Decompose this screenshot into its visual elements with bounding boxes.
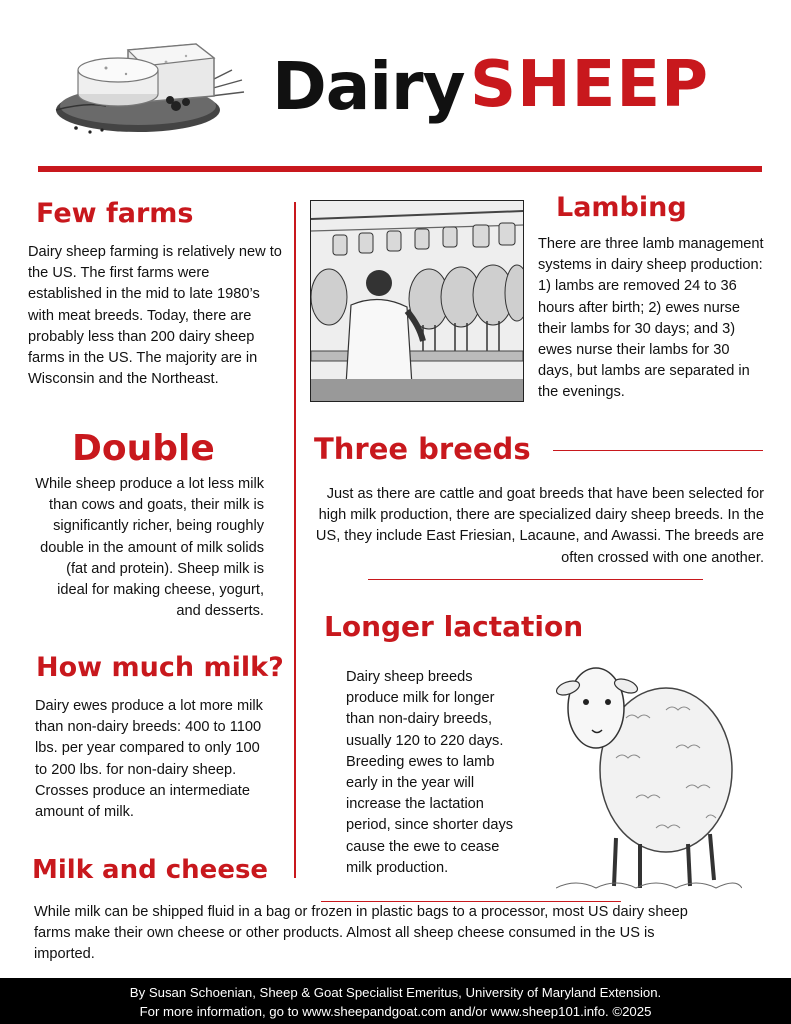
footer xyxy=(0,978,791,1024)
lambing-heading: Lambing xyxy=(556,192,687,223)
column-divider xyxy=(294,202,296,878)
three-breeds-heading: Three breeds xyxy=(314,432,531,466)
how-much-milk-heading: How much milk? xyxy=(36,652,284,683)
lambing-text: There are three lamb management systems in dairy sheep production: 1) lambs are removed 24 to 36 hours after birth; 2) ewes nurse their lambs for 30 days; and 3) ewes nurse their lambs for 30 days, but lambs are separated in the evenings. xyxy=(538,236,764,401)
longer-lactation-heading: Longer lactation xyxy=(324,610,584,643)
lactation-bottom-rule xyxy=(321,901,621,902)
cheese-illustration xyxy=(46,36,246,140)
three-breeds-bottom-rule xyxy=(368,579,703,580)
longer-lactation-text: Dairy sheep breeds produce milk for longer than non-dairy breeds, usually 120 to 220 days. Breeding ewes to lamb early in the year will increase the lactation period, since shorter days cause the ewe to cease milk production. xyxy=(346,669,514,876)
dairy-sheep-illustration xyxy=(556,658,742,894)
milk-and-cheese-heading: Milk and cheese xyxy=(32,855,269,885)
double-text: While sheep produce a lot less milk than cows and goats, their milk is significantly richer, being roughly double in the amount of milk solids (fat and protein). Sheep milk is ideal for making cheese, yogurt, and desserts. xyxy=(35,476,264,620)
few-farms-heading: Few farms xyxy=(36,198,194,229)
title-dairy: Dairy xyxy=(272,48,465,125)
milking-parlor-illustration xyxy=(310,200,524,402)
title-sheep: SHEEP xyxy=(470,48,709,122)
three-breeds-rule xyxy=(553,450,763,451)
footer-credit: By Susan Schoenian, Sheep & Goat Specialist Emeritus, University of Maryland Extension. xyxy=(129,985,662,1000)
double-heading: Double xyxy=(72,428,215,469)
few-farms-text: Dairy sheep farming is relatively new to the US. The first farms were established in the mid to late 1980’s with meat breeds. Today, there are probably less than 200 dairy sheep farms in the US. The majority are in Wisconsin and the Northeast. xyxy=(28,244,282,388)
three-breeds-text: Just as there are cattle and goat breeds that have been selected for high milk production, there are specialized dairy sheep breeds. In the US, they include East Friesian, Lacaune, and Awassi. The breeds are often crossed with one another. xyxy=(315,486,764,566)
how-much-milk-text: Dairy ewes produce a lot more milk than non-dairy breeds: 400 to 1100 lbs. per year compared to only 100 to 200 lbs. for non-dairy sheep. Crosses produce an intermediate amount of milk. xyxy=(35,698,263,821)
footer-links: For more information, go to www.sheepandgoat.com and/or www.sheep101.info. ©2025 xyxy=(139,1004,652,1019)
milk-and-cheese-text: While milk can be shipped fluid in a bag or frozen in plastic bags to a processor, most US dairy sheep farms make their own cheese or other products. Almost all sheep cheese consumed in the US is imported. xyxy=(34,904,688,963)
header-divider xyxy=(38,166,762,172)
